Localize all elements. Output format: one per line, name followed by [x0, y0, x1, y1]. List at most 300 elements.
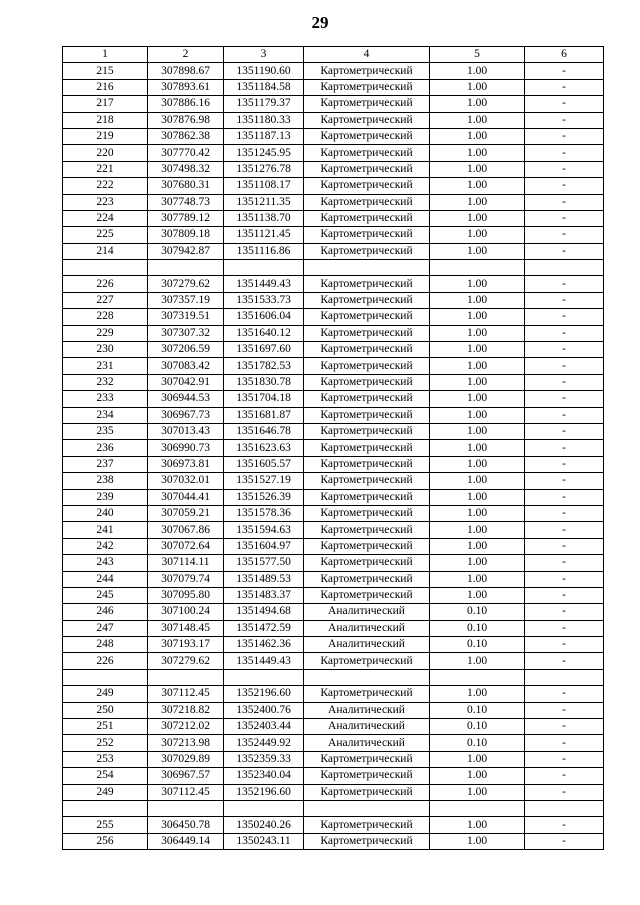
table-row: [63, 686, 604, 702]
accuracy-cell: [430, 800, 525, 816]
note-cell: -: [525, 637, 604, 653]
table-row: [63, 227, 604, 243]
table-row: [63, 538, 604, 554]
accuracy-cell: 1.00: [430, 505, 525, 521]
method-cell: Картометрический: [304, 407, 430, 423]
x-coordinate-cell: 307809.18: [148, 227, 224, 243]
method-cell: Картометрический: [304, 358, 430, 374]
x-coordinate-cell: 307680.31: [148, 178, 224, 194]
method-cell: Картометрический: [304, 686, 430, 702]
point-number-cell: 253: [63, 751, 148, 767]
point-number-cell: 215: [63, 63, 148, 79]
point-number-cell: 218: [63, 112, 148, 128]
point-number-cell: 238: [63, 473, 148, 489]
y-coordinate-cell: 1351245.95: [224, 145, 304, 161]
accuracy-cell: 1.00: [430, 325, 525, 341]
method-cell: Картометрический: [304, 489, 430, 505]
method-cell: Картометрический: [304, 440, 430, 456]
y-coordinate-cell: 1351138.70: [224, 210, 304, 226]
table-row: [63, 374, 604, 390]
x-coordinate-cell: 307044.41: [148, 489, 224, 505]
y-coordinate-cell: 1351782.53: [224, 358, 304, 374]
point-number-cell: 228: [63, 309, 148, 325]
method-cell: Картометрический: [304, 571, 430, 587]
note-cell: -: [525, 292, 604, 308]
accuracy-cell: 1.00: [430, 391, 525, 407]
note-cell: -: [525, 456, 604, 472]
method-cell: Картометрический: [304, 768, 430, 784]
note-cell: -: [525, 719, 604, 735]
x-coordinate-cell: 307357.19: [148, 292, 224, 308]
table-row: [63, 112, 604, 128]
note-cell: -: [525, 538, 604, 554]
accuracy-cell: 1.00: [430, 161, 525, 177]
x-coordinate-cell: 307279.62: [148, 653, 224, 669]
table-row: [63, 342, 604, 358]
accuracy-cell: [430, 260, 525, 276]
y-coordinate-cell: [224, 669, 304, 685]
accuracy-cell: 1.00: [430, 473, 525, 489]
accuracy-cell: 1.00: [430, 423, 525, 439]
table-row: [63, 571, 604, 587]
method-cell: Картометрический: [304, 178, 430, 194]
x-coordinate-cell: 307862.38: [148, 128, 224, 144]
point-number-cell: 222: [63, 178, 148, 194]
note-cell: -: [525, 571, 604, 587]
accuracy-cell: 1.00: [430, 555, 525, 571]
method-cell: Картометрический: [304, 587, 430, 603]
accuracy-cell: [430, 669, 525, 685]
accuracy-cell: 1.00: [430, 276, 525, 292]
y-coordinate-cell: 1352196.60: [224, 784, 304, 800]
accuracy-cell: 1.00: [430, 96, 525, 112]
table-row: [63, 702, 604, 718]
table-row: [63, 653, 604, 669]
table-row: [63, 833, 604, 849]
table-row: [63, 555, 604, 571]
table-row: [63, 309, 604, 325]
method-cell: Картометрический: [304, 505, 430, 521]
x-coordinate-cell: [148, 800, 224, 816]
method-cell: Аналитический: [304, 637, 430, 653]
x-coordinate-cell: 307307.32: [148, 325, 224, 341]
accuracy-cell: 1.00: [430, 538, 525, 554]
table-header-row: [63, 47, 604, 63]
table-row: [63, 456, 604, 472]
y-coordinate-cell: 1351184.58: [224, 79, 304, 95]
table-row: [63, 178, 604, 194]
table-row: [63, 210, 604, 226]
note-cell: -: [525, 63, 604, 79]
x-coordinate-cell: 307059.21: [148, 505, 224, 521]
point-number-cell: 225: [63, 227, 148, 243]
table-row: [63, 440, 604, 456]
y-coordinate-cell: 1351190.60: [224, 63, 304, 79]
y-coordinate-cell: 1351526.39: [224, 489, 304, 505]
y-coordinate-cell: 1352403.44: [224, 719, 304, 735]
table-separator-row: [63, 800, 604, 816]
table-row: [63, 391, 604, 407]
y-coordinate-cell: 1350243.11: [224, 833, 304, 849]
x-coordinate-cell: 307148.45: [148, 620, 224, 636]
note-cell: -: [525, 686, 604, 702]
table-row: [63, 423, 604, 439]
y-coordinate-cell: 1351606.04: [224, 309, 304, 325]
point-number-cell: 216: [63, 79, 148, 95]
note-cell: -: [525, 128, 604, 144]
y-coordinate-cell: 1351623.63: [224, 440, 304, 456]
y-coordinate-cell: [224, 260, 304, 276]
note-cell: [525, 800, 604, 816]
y-coordinate-cell: 1351640.12: [224, 325, 304, 341]
point-number-cell: 239: [63, 489, 148, 505]
point-number-cell: 233: [63, 391, 148, 407]
point-number-cell: 220: [63, 145, 148, 161]
table-row: [63, 63, 604, 79]
table-row: [63, 325, 604, 341]
accuracy-cell: 1.00: [430, 784, 525, 800]
table-separator-row: [63, 260, 604, 276]
header-cell: 4: [304, 47, 430, 63]
table-row: [63, 161, 604, 177]
point-number-cell: 244: [63, 571, 148, 587]
method-cell: Картометрический: [304, 456, 430, 472]
accuracy-cell: 1.00: [430, 194, 525, 210]
method-cell: [304, 669, 430, 685]
table-row: [63, 194, 604, 210]
method-cell: Картометрический: [304, 112, 430, 128]
point-number-cell: 229: [63, 325, 148, 341]
method-cell: Картометрический: [304, 833, 430, 849]
page-number: 29: [311, 13, 329, 32]
method-cell: Картометрический: [304, 128, 430, 144]
note-cell: -: [525, 178, 604, 194]
note-cell: [525, 260, 604, 276]
note-cell: -: [525, 555, 604, 571]
x-coordinate-cell: 307218.82: [148, 702, 224, 718]
note-cell: -: [525, 407, 604, 423]
x-coordinate-cell: 307083.42: [148, 358, 224, 374]
method-cell: Картометрический: [304, 817, 430, 833]
x-coordinate-cell: 307789.12: [148, 210, 224, 226]
table-row: [63, 128, 604, 144]
point-number-cell: 243: [63, 555, 148, 571]
y-coordinate-cell: 1350240.26: [224, 817, 304, 833]
point-number-cell: 232: [63, 374, 148, 390]
point-number-cell: 237: [63, 456, 148, 472]
accuracy-cell: 1.00: [430, 292, 525, 308]
x-coordinate-cell: 307029.89: [148, 751, 224, 767]
x-coordinate-cell: 307279.62: [148, 276, 224, 292]
table-row: [63, 505, 604, 521]
accuracy-cell: 1.00: [430, 833, 525, 849]
method-cell: Аналитический: [304, 620, 430, 636]
note-cell: -: [525, 342, 604, 358]
accuracy-cell: 1.00: [430, 79, 525, 95]
accuracy-cell: 1.00: [430, 178, 525, 194]
method-cell: Картометрический: [304, 243, 430, 259]
note-cell: -: [525, 243, 604, 259]
y-coordinate-cell: 1352359.33: [224, 751, 304, 767]
table-row: [63, 637, 604, 653]
y-coordinate-cell: 1351108.17: [224, 178, 304, 194]
x-coordinate-cell: 307072.64: [148, 538, 224, 554]
method-cell: Картометрический: [304, 784, 430, 800]
note-cell: -: [525, 391, 604, 407]
method-cell: Картометрический: [304, 96, 430, 112]
x-coordinate-cell: 306973.81: [148, 456, 224, 472]
accuracy-cell: 1.00: [430, 374, 525, 390]
note-cell: -: [525, 309, 604, 325]
point-number-cell: 226: [63, 653, 148, 669]
y-coordinate-cell: 1351494.68: [224, 604, 304, 620]
point-number-cell: 252: [63, 735, 148, 751]
y-coordinate-cell: 1351527.19: [224, 473, 304, 489]
table-row: [63, 751, 604, 767]
y-coordinate-cell: 1351578.36: [224, 505, 304, 521]
method-cell: Аналитический: [304, 604, 430, 620]
note-cell: -: [525, 440, 604, 456]
table-row: [63, 79, 604, 95]
point-number-cell: 256: [63, 833, 148, 849]
x-coordinate-cell: 307942.87: [148, 243, 224, 259]
x-coordinate-cell: 307770.42: [148, 145, 224, 161]
method-cell: Аналитический: [304, 735, 430, 751]
y-coordinate-cell: 1351472.59: [224, 620, 304, 636]
y-coordinate-cell: 1351605.57: [224, 456, 304, 472]
method-cell: Картометрический: [304, 194, 430, 210]
x-coordinate-cell: 307042.91: [148, 374, 224, 390]
table-row: [63, 292, 604, 308]
accuracy-cell: 1.00: [430, 342, 525, 358]
x-coordinate-cell: 306967.73: [148, 407, 224, 423]
method-cell: Картометрический: [304, 63, 430, 79]
table-row: [63, 96, 604, 112]
note-cell: -: [525, 702, 604, 718]
point-number-cell: 214: [63, 243, 148, 259]
method-cell: Картометрический: [304, 522, 430, 538]
y-coordinate-cell: 1352196.60: [224, 686, 304, 702]
table-row: [63, 768, 604, 784]
table-row: [63, 719, 604, 735]
accuracy-cell: 1.00: [430, 587, 525, 603]
accuracy-cell: 0.10: [430, 620, 525, 636]
accuracy-cell: 1.00: [430, 63, 525, 79]
point-number-cell: 219: [63, 128, 148, 144]
header-cell: 6: [525, 47, 604, 63]
method-cell: Картометрический: [304, 292, 430, 308]
note-cell: -: [525, 489, 604, 505]
x-coordinate-cell: 307032.01: [148, 473, 224, 489]
y-coordinate-cell: 1351489.53: [224, 571, 304, 587]
note-cell: -: [525, 276, 604, 292]
table-row: [63, 784, 604, 800]
accuracy-cell: 1.00: [430, 210, 525, 226]
point-number-cell: 242: [63, 538, 148, 554]
note-cell: -: [525, 145, 604, 161]
accuracy-cell: 1.00: [430, 571, 525, 587]
header-cell: 1: [63, 47, 148, 63]
y-coordinate-cell: 1351830.78: [224, 374, 304, 390]
point-number-cell: [63, 800, 148, 816]
x-coordinate-cell: [148, 260, 224, 276]
table-row: [63, 522, 604, 538]
x-coordinate-cell: 306990.73: [148, 440, 224, 456]
note-cell: -: [525, 817, 604, 833]
note-cell: -: [525, 522, 604, 538]
y-coordinate-cell: 1351462.36: [224, 637, 304, 653]
note-cell: -: [525, 768, 604, 784]
note-cell: -: [525, 227, 604, 243]
point-number-cell: 235: [63, 423, 148, 439]
note-cell: -: [525, 653, 604, 669]
table-body: [63, 63, 604, 850]
table-row: [63, 735, 604, 751]
note-cell: -: [525, 96, 604, 112]
x-coordinate-cell: 306967.57: [148, 768, 224, 784]
point-number-cell: 241: [63, 522, 148, 538]
accuracy-cell: 0.10: [430, 604, 525, 620]
point-number-cell: 255: [63, 817, 148, 833]
y-coordinate-cell: 1351121.45: [224, 227, 304, 243]
point-number-cell: 231: [63, 358, 148, 374]
note-cell: -: [525, 194, 604, 210]
x-coordinate-cell: 307893.61: [148, 79, 224, 95]
y-coordinate-cell: 1351179.37: [224, 96, 304, 112]
method-cell: Картометрический: [304, 423, 430, 439]
method-cell: Картометрический: [304, 342, 430, 358]
y-coordinate-cell: 1351697.60: [224, 342, 304, 358]
x-coordinate-cell: 307013.43: [148, 423, 224, 439]
header-cell: 5: [430, 47, 525, 63]
note-cell: -: [525, 604, 604, 620]
note-cell: -: [525, 161, 604, 177]
table-row: [63, 817, 604, 833]
method-cell: [304, 800, 430, 816]
accuracy-cell: 1.00: [430, 768, 525, 784]
method-cell: Аналитический: [304, 702, 430, 718]
point-number-cell: [63, 260, 148, 276]
accuracy-cell: 1.00: [430, 407, 525, 423]
point-number-cell: 227: [63, 292, 148, 308]
table-row: [63, 407, 604, 423]
method-cell: Картометрический: [304, 653, 430, 669]
method-cell: Картометрический: [304, 751, 430, 767]
point-number-cell: 248: [63, 637, 148, 653]
x-coordinate-cell: 307319.51: [148, 309, 224, 325]
y-coordinate-cell: 1351180.33: [224, 112, 304, 128]
x-coordinate-cell: 307100.24: [148, 604, 224, 620]
point-number-cell: [63, 669, 148, 685]
method-cell: Картометрический: [304, 538, 430, 554]
point-number-cell: 245: [63, 587, 148, 603]
point-number-cell: 250: [63, 702, 148, 718]
accuracy-cell: 1.00: [430, 145, 525, 161]
y-coordinate-cell: 1351533.73: [224, 292, 304, 308]
x-coordinate-cell: 307067.86: [148, 522, 224, 538]
table-row: [63, 587, 604, 603]
x-coordinate-cell: [148, 669, 224, 685]
accuracy-cell: 1.00: [430, 751, 525, 767]
table-separator-row: [63, 669, 604, 685]
table-row: [63, 489, 604, 505]
y-coordinate-cell: 1351276.78: [224, 161, 304, 177]
point-number-cell: 249: [63, 784, 148, 800]
note-cell: -: [525, 735, 604, 751]
accuracy-cell: 1.00: [430, 227, 525, 243]
method-cell: Картометрический: [304, 391, 430, 407]
accuracy-cell: 1.00: [430, 440, 525, 456]
x-coordinate-cell: 306449.14: [148, 833, 224, 849]
header-cell: 2: [148, 47, 224, 63]
note-cell: -: [525, 473, 604, 489]
table-row: [63, 243, 604, 259]
point-number-cell: 221: [63, 161, 148, 177]
point-number-cell: 249: [63, 686, 148, 702]
table-row: [63, 145, 604, 161]
accuracy-cell: 1.00: [430, 243, 525, 259]
note-cell: -: [525, 325, 604, 341]
y-coordinate-cell: 1352400.76: [224, 702, 304, 718]
x-coordinate-cell: 307095.80: [148, 587, 224, 603]
method-cell: Картометрический: [304, 309, 430, 325]
y-coordinate-cell: 1351604.97: [224, 538, 304, 554]
y-coordinate-cell: 1352449.92: [224, 735, 304, 751]
x-coordinate-cell: 307079.74: [148, 571, 224, 587]
x-coordinate-cell: 307114.11: [148, 555, 224, 571]
y-coordinate-cell: 1351577.50: [224, 555, 304, 571]
note-cell: -: [525, 112, 604, 128]
x-coordinate-cell: 307193.17: [148, 637, 224, 653]
table-row: [63, 604, 604, 620]
note-cell: [525, 669, 604, 685]
method-cell: Картометрический: [304, 227, 430, 243]
accuracy-cell: 1.00: [430, 653, 525, 669]
x-coordinate-cell: 307886.16: [148, 96, 224, 112]
method-cell: Картометрический: [304, 473, 430, 489]
method-cell: Картометрический: [304, 145, 430, 161]
note-cell: -: [525, 833, 604, 849]
y-coordinate-cell: 1351449.43: [224, 276, 304, 292]
y-coordinate-cell: 1351187.13: [224, 128, 304, 144]
accuracy-cell: 0.10: [430, 702, 525, 718]
method-cell: Картометрический: [304, 325, 430, 341]
point-number-cell: 236: [63, 440, 148, 456]
accuracy-cell: 1.00: [430, 489, 525, 505]
method-cell: Картометрический: [304, 374, 430, 390]
y-coordinate-cell: 1351116.86: [224, 243, 304, 259]
point-number-cell: 230: [63, 342, 148, 358]
point-number-cell: 246: [63, 604, 148, 620]
x-coordinate-cell: 307212.02: [148, 719, 224, 735]
note-cell: -: [525, 620, 604, 636]
note-cell: -: [525, 587, 604, 603]
method-cell: Аналитический: [304, 719, 430, 735]
note-cell: -: [525, 358, 604, 374]
table-row: [63, 276, 604, 292]
point-number-cell: 226: [63, 276, 148, 292]
note-cell: -: [525, 374, 604, 390]
method-cell: Картометрический: [304, 161, 430, 177]
point-number-cell: 251: [63, 719, 148, 735]
note-cell: -: [525, 751, 604, 767]
method-cell: Картометрический: [304, 555, 430, 571]
x-coordinate-cell: 306944.53: [148, 391, 224, 407]
x-coordinate-cell: 307498.32: [148, 161, 224, 177]
accuracy-cell: 0.10: [430, 719, 525, 735]
x-coordinate-cell: 307112.45: [148, 784, 224, 800]
point-number-cell: 247: [63, 620, 148, 636]
